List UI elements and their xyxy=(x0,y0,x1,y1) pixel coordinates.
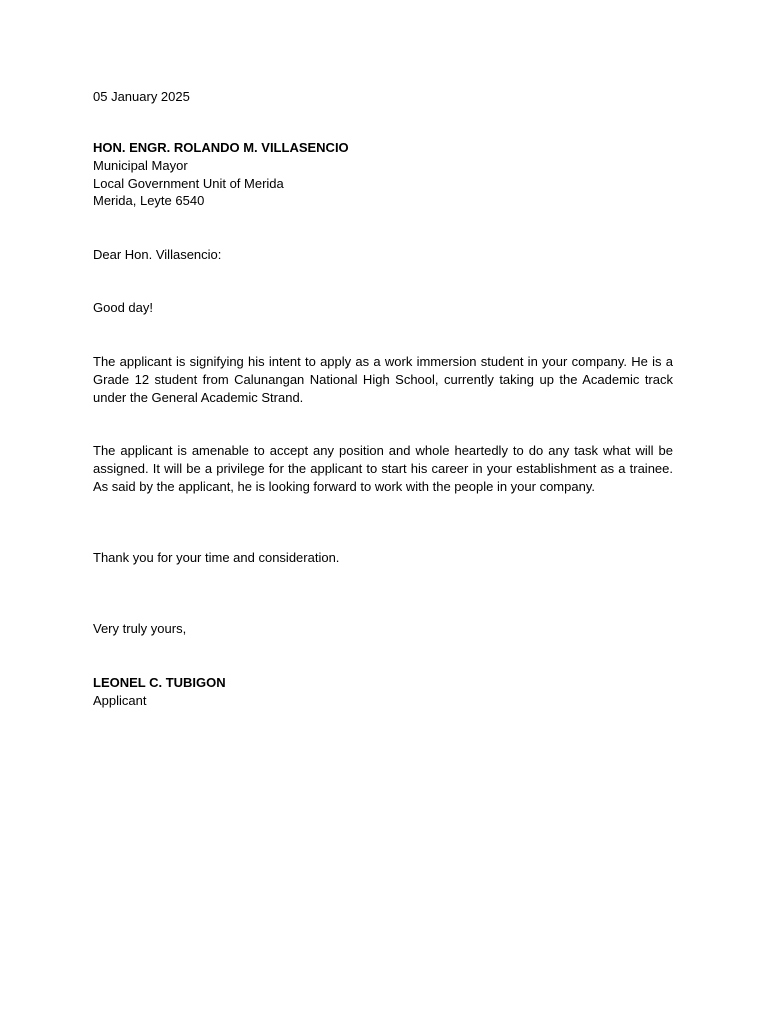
recipient-name: HON. ENGR. ROLANDO M. VILLASENCIO xyxy=(93,140,349,155)
greeting: Good day! xyxy=(93,300,153,315)
salutation: Dear Hon. Villasencio: xyxy=(93,247,222,262)
recipient-address: Merida, Leyte 6540 xyxy=(93,193,205,209)
sender-role: Applicant xyxy=(93,692,147,708)
letter-date: 05 January 2025 xyxy=(93,89,190,104)
thanks-line: Thank you for your time and consideration. xyxy=(93,550,340,565)
recipient-title: Municipal Mayor xyxy=(93,157,188,173)
sender-name: LEONEL C. TUBIGON xyxy=(93,675,226,690)
signature-block xyxy=(93,674,673,710)
recipient-organization: Local Government Unit of Merida xyxy=(93,175,284,191)
body-paragraph-1: The applicant is signifying his intent to apply as a work immersion student in your company. He is a Grade 12 student from Calunangan National High School, currently taking up the Academic track under the General Academic Strand. xyxy=(93,354,673,405)
body-paragraph-2: The applicant is amenable to accept any position and whole heartedly to do any task what will be assigned. It will be a privilege for the applicant to start his career in your establishment as a trainee. As said by the applicant, he is looking forward to work with the people in your company. xyxy=(93,443,673,494)
complimentary-close: Very truly yours, xyxy=(93,621,187,636)
recipient-block xyxy=(93,139,673,210)
